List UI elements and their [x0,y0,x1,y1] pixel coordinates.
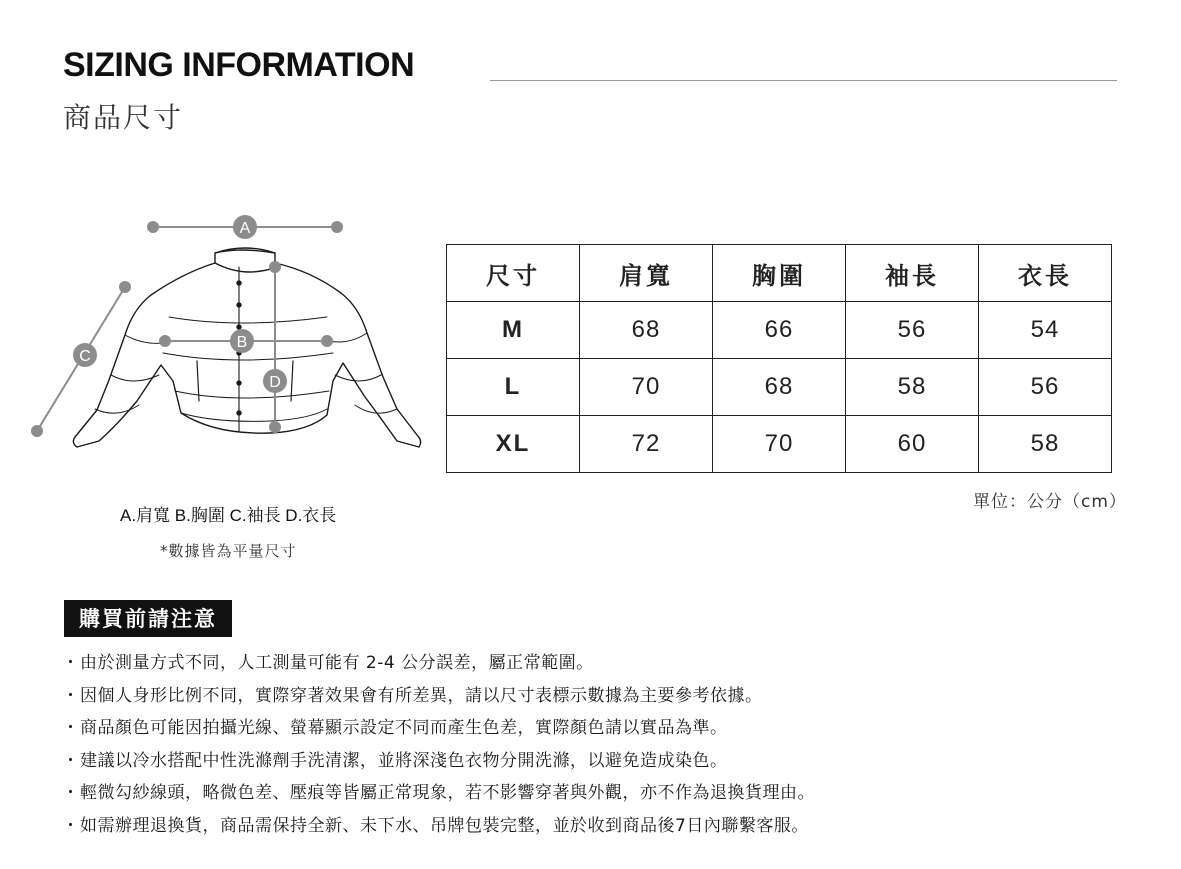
notice-text: 如需辦理退換貨，商品需保持全新、未下水、吊牌包裝完整，並於收到商品後7日內聯繫客服。 [80,815,809,836]
notice-text: 商品顏色可能因拍攝光線、螢幕顯示設定不同而產生色差，實際顏色請以實品為準。 [80,718,728,738]
size-table [446,244,1112,473]
header-size: 尺寸 [447,245,580,302]
page-title: SIZING INFORMATION [63,46,415,84]
svg-text:D: D [269,374,281,391]
table-cell: 66 [713,302,846,359]
header-length: 衣長 [979,245,1112,302]
unit-label: 單位：公分（cm） [973,492,1127,512]
bullet-glyph: ・ [62,653,80,673]
list-item [62,811,815,844]
table-cell: 58 [846,359,979,416]
table-cell: 70 [713,416,846,473]
marker-b [230,329,254,353]
bullet-glyph: ・ [62,783,80,803]
notice-text: 由於測量方式不同，人工測量可能有 2-4 公分誤差，屬正常範圍。 [80,653,594,673]
table-header-row [447,245,1112,302]
jacket-measurement-diagram [25,205,435,470]
header-sleeve: 袖長 [846,245,979,302]
marker-d [263,369,287,393]
notice-text: 因個人身形比例不同，實際穿著效果會有所差異，請以尺寸表標示數據為主要參考依據。 [80,685,763,706]
flat-measure-note: *數據皆為平量尺寸 [160,542,297,560]
list-item [62,778,815,811]
marker-a [233,215,257,239]
table-cell: 58 [979,416,1112,473]
table-row [447,416,1112,473]
table-cell: 72 [580,416,713,473]
table-cell: 54 [979,302,1112,359]
bullet-glyph: ・ [62,815,80,836]
table-row [447,359,1112,416]
size-label: L [447,359,580,416]
table-cell: 70 [580,359,713,416]
bullet-glyph: ・ [62,685,80,706]
marker-c [73,343,97,367]
svg-text:B: B [236,334,248,351]
table-cell: 56 [846,302,979,359]
table-cell: 60 [846,416,979,473]
notice-text: 輕微勾紗線頭，略微色差、壓痕等皆屬正常現象，若不影響穿著與外觀，亦不作為退換貨理由。 [80,783,815,803]
notice-heading: 購買前請注意 [64,600,232,637]
size-label: M [447,302,580,359]
title-divider [490,80,1117,81]
table-cell: 68 [713,359,846,416]
list-item [62,713,815,746]
svg-text:A: A [239,220,251,237]
list-item [62,746,815,779]
table-cell: 56 [979,359,1112,416]
page-subtitle: 商品尺寸 [63,101,184,134]
bullet-glyph: ・ [62,718,80,738]
header-shoulder: 肩寬 [580,245,713,302]
measurement-legend: A.肩寬 B.胸圍 C.袖長 D.衣長 [120,506,337,525]
notice-text: 建議以冷水搭配中性洗滌劑手洗清潔，並將深淺色衣物分開洗滌，以避免造成染色。 [80,750,728,771]
svg-text:C: C [79,348,91,365]
header-chest: 胸圍 [713,245,846,302]
list-item [62,648,815,681]
list-item [62,681,815,714]
table-cell: 68 [580,302,713,359]
size-label: XL [447,416,580,473]
table-row [447,302,1112,359]
notice-list [62,648,815,843]
bullet-glyph: ・ [62,750,80,771]
